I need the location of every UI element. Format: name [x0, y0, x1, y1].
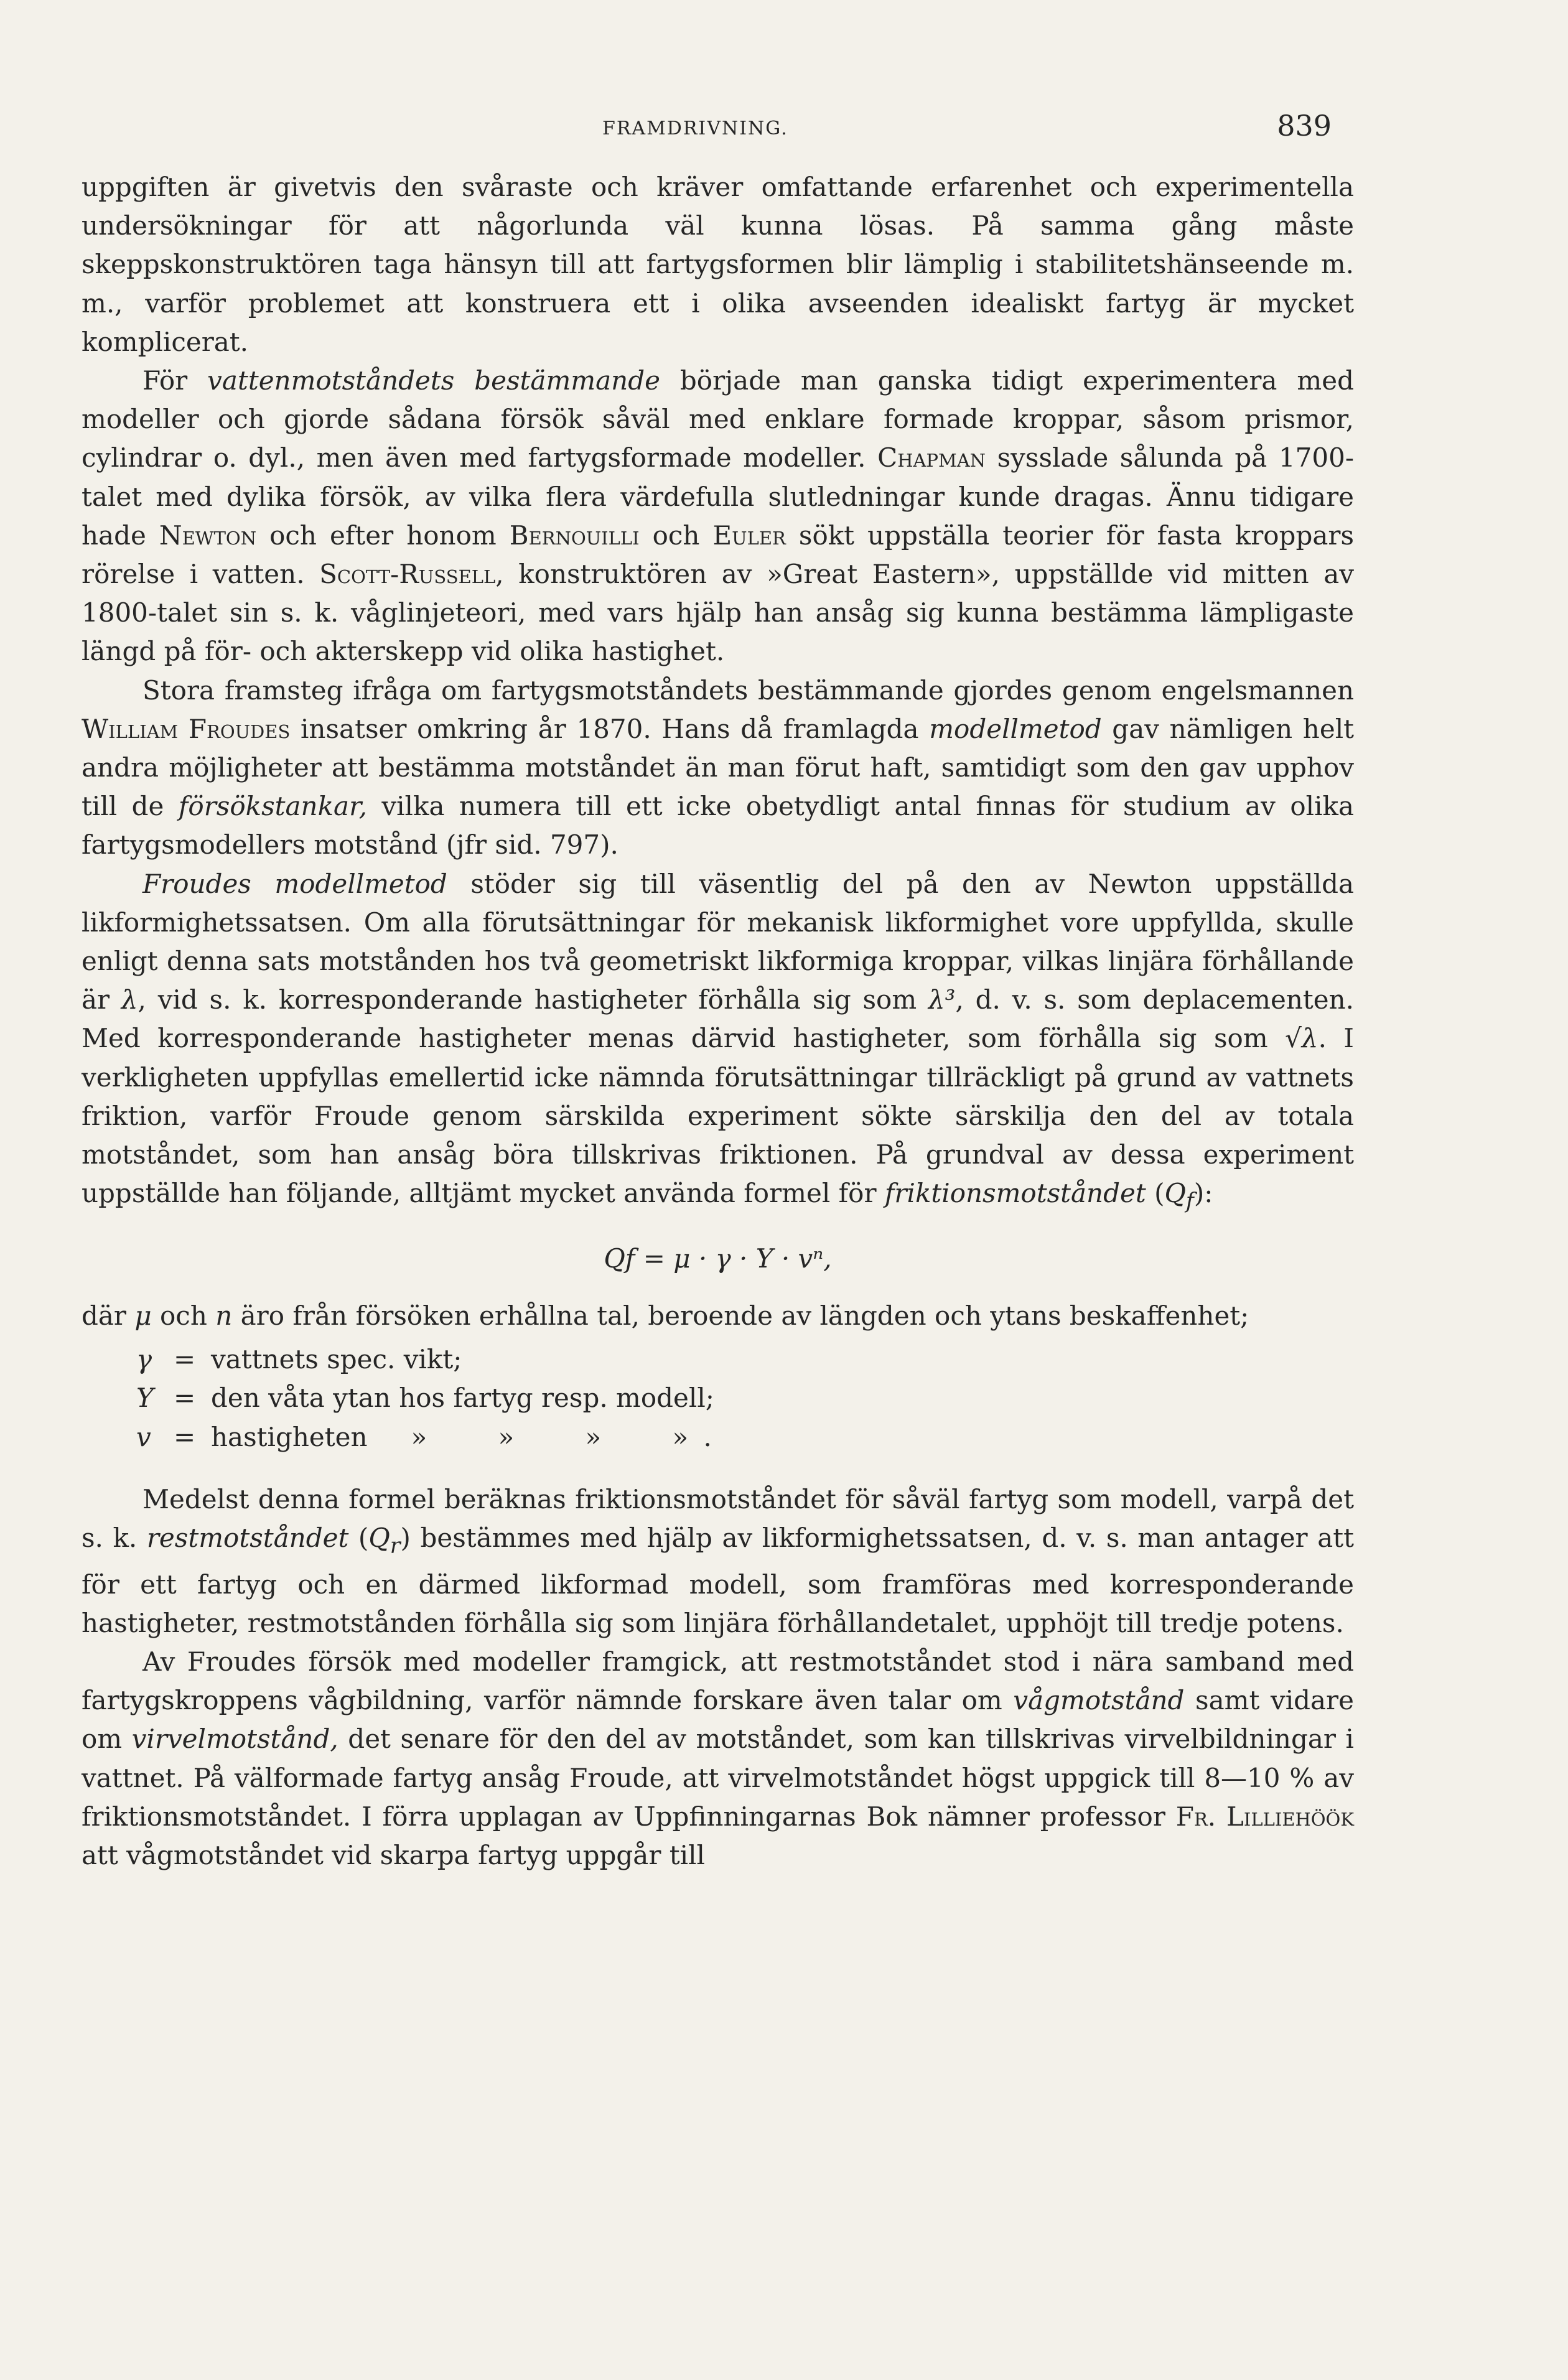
paragraph-6	[82, 1480, 1354, 1643]
p4-text-6: ):	[1193, 1178, 1213, 1209]
spacer	[82, 1464, 1354, 1480]
p5-symbol-n: n	[215, 1300, 233, 1332]
running-head-title: FRAMDRIVNING.	[602, 118, 788, 139]
paragraph-7	[82, 1643, 1354, 1875]
p3-text-3: gav nämligen helt andra möjligheter att bestämma motståndet än man förut haft, samtidigt som den gav upphov till de	[82, 713, 1355, 822]
p3-italic-forsokstankar: försökstankar,	[178, 791, 367, 822]
p5-text-2: och	[151, 1300, 216, 1332]
p2-text-6: sökt uppställa teorier för fasta kroppars rörelse i vatten.	[82, 520, 1355, 590]
ditto-mark: »	[498, 1421, 515, 1452]
name-chapman: Chapman	[877, 442, 986, 474]
paragraph-3	[82, 671, 1354, 865]
ditto-mark: »	[672, 1421, 689, 1452]
paragraph-1-text: uppgiften är givetvis den svåraste och kräver omfattande erfarenhet och experimentella undersökningar för att någorlunda väl kunna lösas. På samma gång måste skeppskonstruktören taga hänsyn till att fartygsformen blir lämplig i stabilitetshänseende m. m., varför problemet att konstruera ett i olika avseenden idealiskt fartyg är mycket komplicerat.	[82, 172, 1354, 357]
p2-text-5: och	[639, 520, 713, 551]
paragraph-1	[82, 168, 1354, 362]
p7-text-2: samt vidare om	[82, 1685, 1354, 1755]
name-scott-russell: Scott-Russell	[319, 559, 496, 590]
definition-text: vattnets spec. vikt;	[211, 1344, 462, 1375]
definition-text	[211, 1418, 712, 1457]
p2-text-1: För	[142, 365, 208, 396]
p4-italic-friktionsmotstandet: friktionsmotståndet	[884, 1178, 1146, 1209]
p4-symbol-lambda: λ	[121, 984, 138, 1015]
page-number: 839	[1277, 109, 1332, 142]
p6-symbol-q: Q	[368, 1523, 390, 1554]
friction-formula: Qf = μ · γ · Y · vⁿ,	[604, 1243, 832, 1274]
definition-symbol: Y	[136, 1383, 154, 1414]
paragraph-5	[82, 1297, 1354, 1335]
definition-row	[136, 1379, 1354, 1417]
definition-equals: =	[174, 1421, 196, 1452]
p2-italic-term: vattenmotståndets bestämmande	[207, 365, 660, 396]
name-bernouilli: Bernouilli	[509, 520, 640, 551]
paragraph-2	[82, 362, 1354, 671]
p3-text-4: vilka numera till ett icke obetydligt antal finnas för studium av olika fartygsmodellers motstånd (jfr sid. 797).	[82, 791, 1354, 861]
p2-text-4: och efter honom	[256, 520, 510, 551]
p4-text-2: , vid s. k. korresponderande hastigheter förhålla sig som	[138, 984, 928, 1015]
p2-text-2: började man ganska tidigt experimentera med modeller och gjorde sådana försök såväl med enklare formade kroppar, såsom prismor, cylindrar o. dyl., men även med fartygsformade modeller.	[82, 365, 1354, 474]
running-head	[92, 109, 1332, 152]
p4-text-3: , d. v. s. som deplacementen. Med korresponderande hastigheter menas därvid hastigheter, som förhålla sig som	[82, 984, 1354, 1054]
p7-text-4: att vågmotståndet vid skarpa fartyg uppgår till	[82, 1840, 705, 1871]
p7-italic-vagmotstand: vågmotstånd	[1013, 1685, 1185, 1716]
p4-symbol-lambda-cubed: λ³	[928, 984, 956, 1015]
name-euler: Euler	[712, 520, 786, 551]
p6-text-1: Medelst denna formel beräknas friktionsmotståndet för såväl fartyg som modell, varpå det s. k.	[82, 1483, 1354, 1554]
p7-italic-virvelmotstand: virvelmotstånd,	[131, 1724, 338, 1755]
ditto-mark: »	[411, 1421, 427, 1452]
variable-definitions	[82, 1335, 1354, 1464]
definition-text: den våta ytan hos fartyg resp. modell;	[211, 1383, 714, 1414]
p5-symbol-mu: μ	[134, 1300, 152, 1332]
p4-text-5: (	[1146, 1178, 1165, 1209]
p4-text-1: stöder sig till väsentlig del på den av Newton uppställda likformighetssatsen. Om alla förutsättningar för mekanisk likformighet vore uppfyllda, skulle enligt denna sats motstånden hos två geometriskt likformiga kroppar, vilkas linjära förhållande är	[82, 868, 1354, 1015]
definition-symbol: v	[136, 1421, 151, 1452]
definition-row	[136, 1340, 1354, 1379]
name-lilliehook: Fr. Lilliehöök	[1175, 1801, 1354, 1832]
name-newton: Newton	[159, 520, 257, 551]
ditto-mark: »	[585, 1421, 602, 1452]
p4-symbol-sqrt-lambda: √λ	[1285, 1023, 1318, 1054]
p2-text-7: , konstruktören av »Great Eastern», uppställde vid mitten av 1800-talet sin s. k. våglinjeteori, med vars hjälp han ansåg sig kunna bestämma lämpligaste längd på för- och akterskepp vid olika hastighet.	[82, 559, 1354, 667]
p7-text-1: Av Froudes försök med modeller framgick, att restmotståndet stod i nära samband med fartygskroppens vågbildning, varför nämnde forskare även talar om	[82, 1646, 1354, 1716]
body-text	[82, 168, 1354, 1875]
definition-row	[136, 1418, 1354, 1457]
definition-equals: =	[174, 1344, 196, 1375]
definition-symbol: γ	[136, 1344, 152, 1375]
p3-text-2: insatser omkring år 1870. Hans då framlagda	[290, 713, 930, 744]
definition-equals: =	[174, 1383, 196, 1414]
p4-text-4: . I verkligheten uppfyllas emellertid icke nämnda förutsättningar tillräckligt på grund av vattnets friktion, varför Froude genom särskilda experiment sökte särskilja den del av totala motståndet, som han ansåg böra tillskrivas friktionen. På grundval av dessa experiment uppställde han följande, alltjämt mycket använda formel för	[82, 1023, 1354, 1209]
definition-text-value: hastigheten	[211, 1421, 368, 1452]
p6-symbol-q-subscript: r	[390, 1533, 401, 1559]
p6-text-3: ) bestämmes med hjälp av likformighetssatsen, d. v. s. man antager att för ett fartyg och en därmed likformad modell, som framföras med korresponderande hastigheter, restmotstånden förhålla sig som linjära förhållandetalet, upphöjt till tredje potens.	[82, 1523, 1354, 1638]
definition-end-period: .	[703, 1421, 712, 1452]
p5-text-3: äro från försöken erhållna tal, beroende av längden och ytans beskaffenhet;	[232, 1300, 1249, 1332]
p6-text-2: (	[348, 1523, 369, 1554]
paragraph-4	[82, 865, 1354, 1221]
p5-text-1: där	[82, 1300, 135, 1332]
p4-italic-heading: Froudes modellmetod	[142, 868, 447, 899]
p4-symbol-q: Q	[1164, 1178, 1186, 1209]
p7-text-3: det senare för den del av motståndet, som kan tillskrivas virvelbildningar i vattnet. På välformade fartyg ansåg Froude, att virvelmotståndet högst uppgick till 8—10 % av friktionsmotståndet. I förra upplagan av Uppfinningarnas Bok nämner professor	[82, 1724, 1354, 1832]
p3-italic-modellmetod: modellmetod	[929, 713, 1102, 744]
p2-text-3: sysslade sålunda på 1700-talet med dylika försök, av vilka flera värdefulla slutledningar kunde dragas. Ännu tidigare hade	[82, 442, 1355, 551]
name-william-froude: William Froudes	[82, 713, 291, 744]
p3-text-1: Stora framsteg ifråga om fartygsmotståndets bestämmande gjordes genom engelsmannen	[142, 674, 1354, 706]
p6-italic-restmotstandet: restmotståndet	[146, 1523, 349, 1554]
p4-symbol-q-subscript: f	[1185, 1188, 1194, 1214]
